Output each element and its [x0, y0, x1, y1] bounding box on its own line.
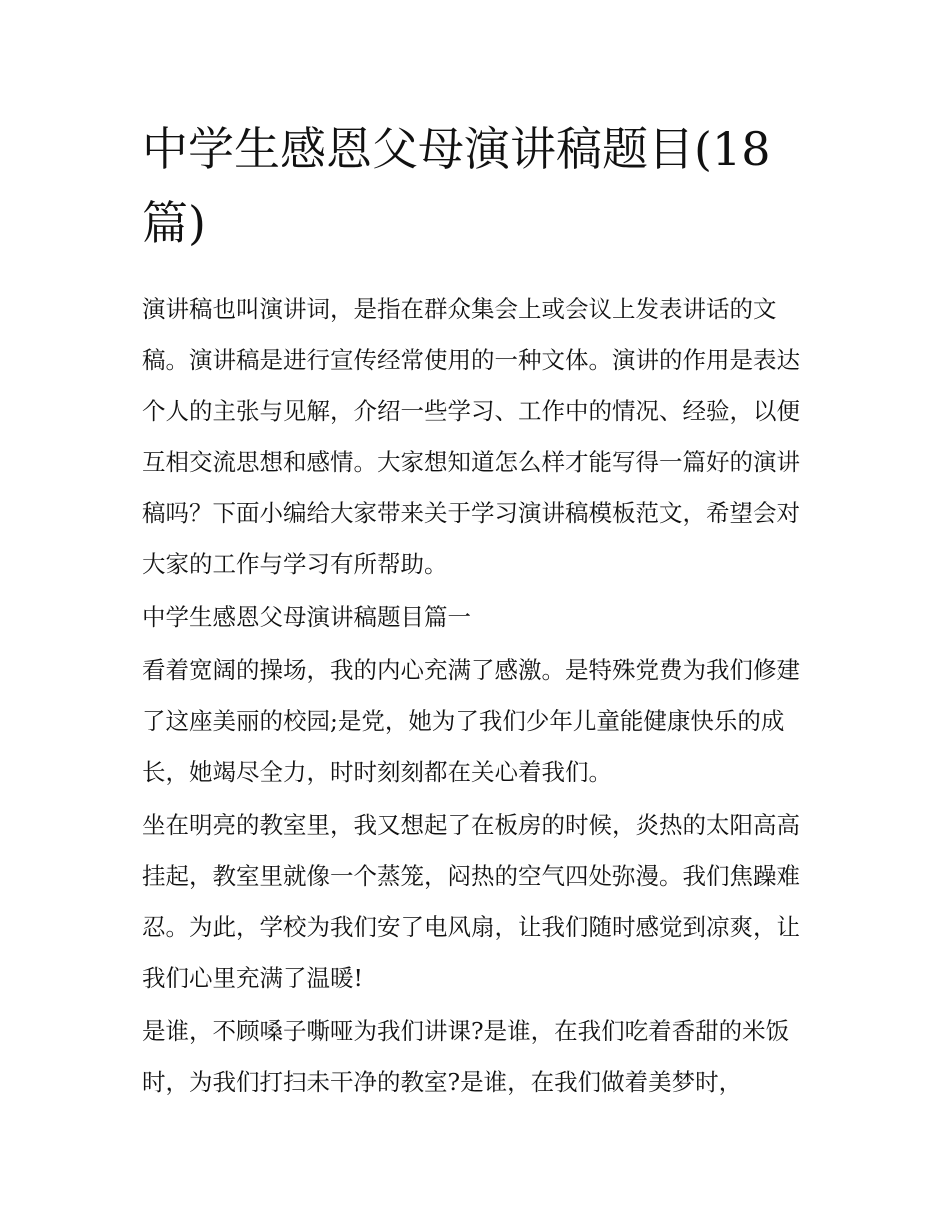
section-heading: 中学生感恩父母演讲稿题目篇一: [142, 603, 471, 631]
body-paragraph: 是谁，不顾嗓子嘶哑为我们讲课?是谁，在我们吃着香甜的米饭时，为我们打扫未干净的教室?是谁，在我们做着美梦时，: [142, 1017, 790, 1096]
intro-paragraph: 演讲稿也叫演讲词，是指在群众集会上或会议上发表讲话的文稿。演讲稿是进行宣传经常使用的一种文体。演讲的作用是表达个人的主张与见解，介绍一些学习、工作中的情况、经验，以便互相交流思想和感情。大家想知道怎么样才能写得一篇好的演讲稿吗？下面小编给大家带来关于学习演讲稿模板范文，希望会对大家的工作与学习有所帮助。: [142, 295, 800, 578]
body-paragraph: 坐在明亮的教室里，我又想起了在板房的时候，炎热的太阳高高挂起，教室里就像一个蒸笼，闷热的空气四处弥漫。我们焦躁难忍。为此，学校为我们安了电风扇，让我们随时感觉到凉爽，让我们心里充满了温暖!: [142, 811, 800, 992]
body-paragraph: 看着宽阔的操场，我的内心充满了感激。是特殊党费为我们修建了这座美丽的校园;是党，她为了我们少年儿童能健康快乐的成长，她竭尽全力，时时刻刻都在关心着我们。: [142, 656, 800, 786]
document-title: 中学生感恩父母演讲稿题目(18篇): [142, 122, 771, 250]
document-body: [142, 112, 812, 1110]
